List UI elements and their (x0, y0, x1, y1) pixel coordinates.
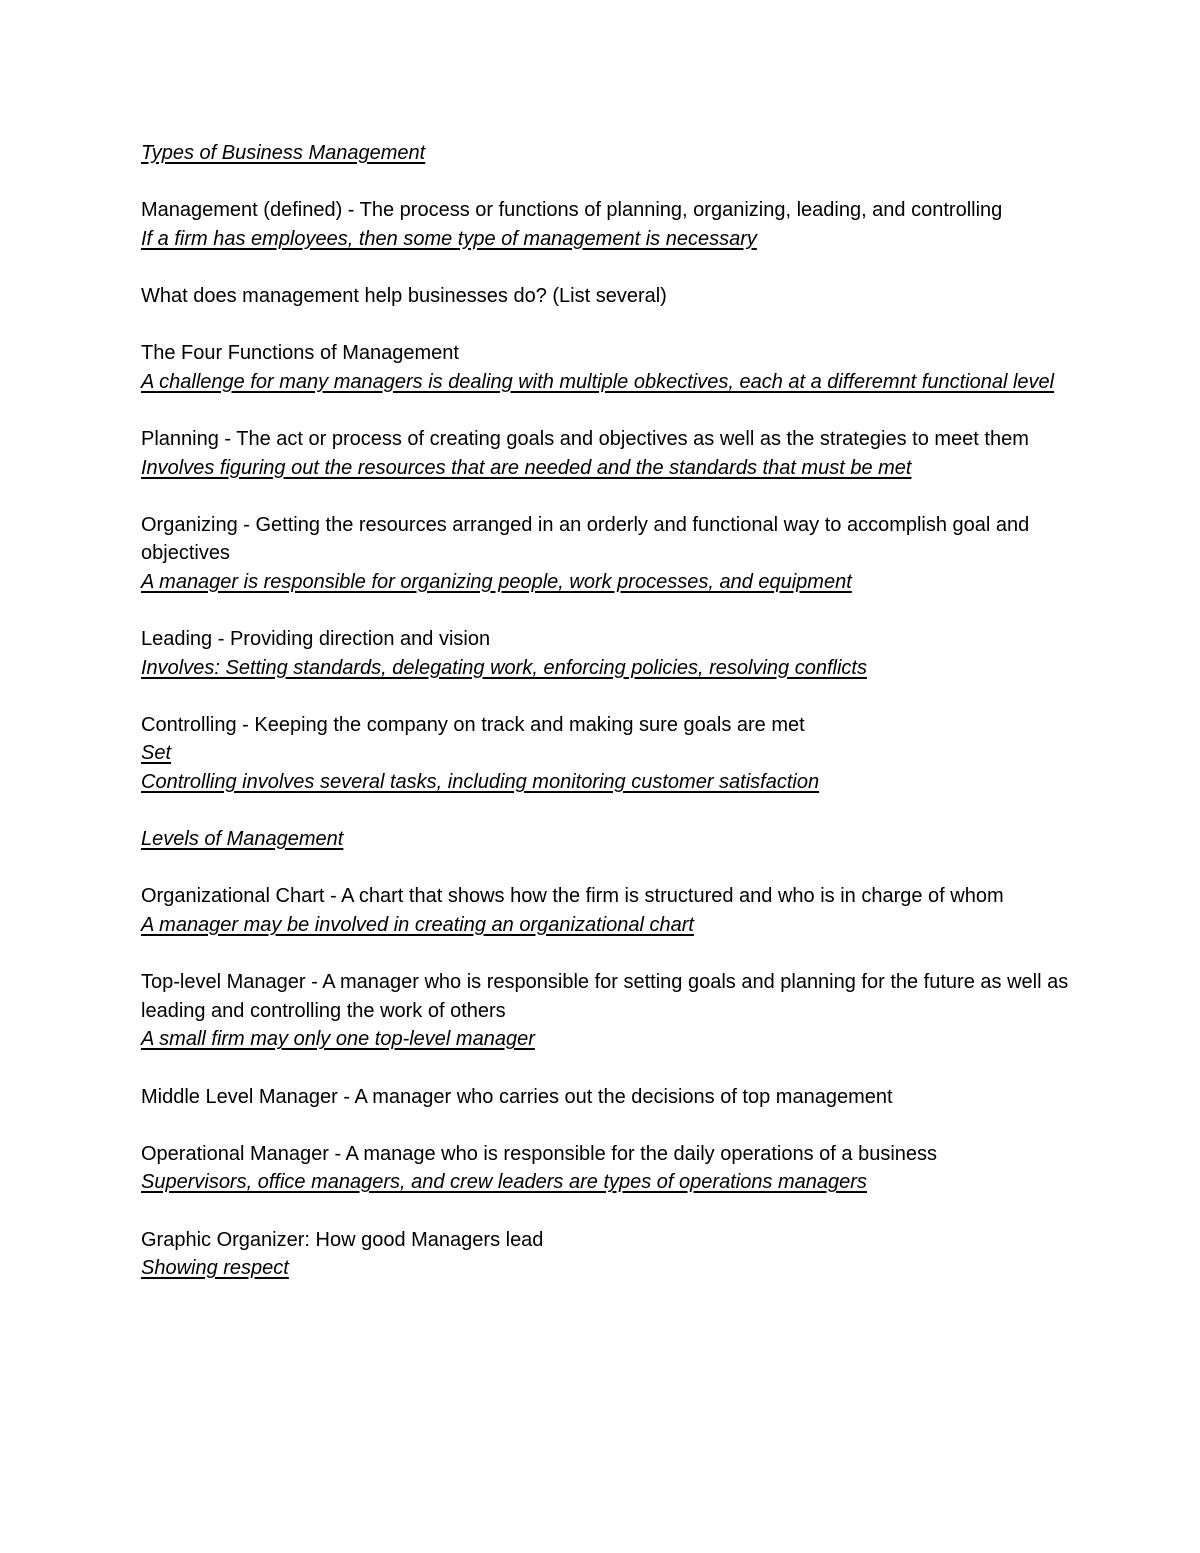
definition-controlling: Controlling - Keeping the company on track and making sure goals are met (141, 713, 805, 736)
spacer (141, 854, 1071, 883)
definition-middle-level-manager: Middle Level Manager - A manager who carries out the decisions of top management (141, 1085, 893, 1108)
note-four-functions: A challenge for many managers is dealing with multiple obkectives, each at a differemnt functional level (141, 370, 1055, 393)
spacer (141, 940, 1071, 969)
note-organizing: A manager is responsible for organizing people, work processes, and equipment (141, 570, 852, 593)
note-management: If a firm has employees, then some type of management is necessary (141, 227, 757, 250)
spacer (141, 597, 1071, 626)
note-leading: Involves: Setting standards, delegating work, enforcing policies, resolving conflicts (141, 656, 867, 679)
document-page (141, 139, 1071, 1283)
note-org-chart: A manager may be involved in creating an organizational chart (141, 914, 694, 937)
note-top-level-manager: A small firm may only one top-level manager (141, 1028, 535, 1051)
spacer (141, 1111, 1071, 1140)
definition-operational-manager: Operational Manager - A manage who is responsible for the daily operations of a business (141, 1142, 938, 1165)
heading-graphic-organizer: Graphic Organizer: How good Managers lead (141, 1228, 544, 1251)
spacer (141, 682, 1071, 711)
definition-leading: Leading - Providing direction and vision (141, 628, 491, 651)
note-controlling: Controlling involves several tasks, including monitoring customer satisfaction (141, 771, 820, 794)
definition-organizing: Organizing - Getting the resources arranged in an orderly and functional way to accomplish goal and objectives (141, 513, 1030, 565)
spacer (141, 253, 1071, 282)
section-subtitle: Levels of Management (141, 828, 344, 851)
note-operational-manager: Supervisors, office managers, and crew leaders are types of operations managers (141, 1171, 867, 1194)
spacer (141, 168, 1071, 197)
definition-management: Management (defined) - The process or functions of planning, organizing, leading, and controlling (141, 199, 1003, 222)
document-title: Types of Business Management (141, 142, 426, 164)
spacer (141, 311, 1071, 340)
heading-four-functions: The Four Functions of Management (141, 342, 459, 365)
spacer (141, 1054, 1071, 1083)
question-management-help: What does management help businesses do? (List several) (141, 284, 667, 307)
spacer (141, 797, 1071, 826)
spacer (141, 396, 1071, 425)
note-graphic-organizer: Showing respect (141, 1257, 289, 1280)
note-planning: Involves figuring out the resources that are needed and the standards that must be met (141, 456, 912, 479)
spacer (141, 1197, 1071, 1226)
definition-org-chart: Organizational Chart - A chart that shows how the firm is structured and who is in charge of whom (141, 885, 1004, 908)
definition-top-level-manager: Top-level Manager - A manager who is responsible for setting goals and planning for the future as well as leading and controlling the work of others (141, 971, 1069, 1022)
spacer (141, 482, 1071, 511)
note-controlling-set: Set (141, 742, 172, 765)
definition-planning: Planning - The act or process of creating goals and objectives as well as the strategies to meet them (141, 427, 1029, 450)
